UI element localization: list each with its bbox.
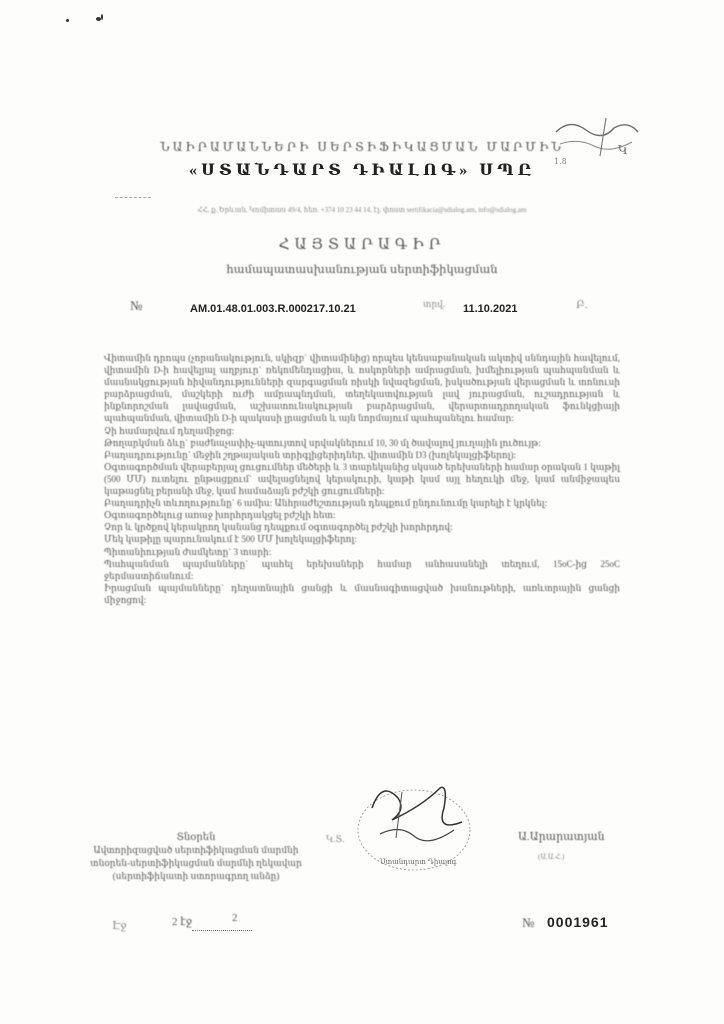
right-signatory-name: Ա.Արարատյան xyxy=(518,831,605,843)
serial-prefix: № xyxy=(522,915,535,930)
body-paragraph: Պիտանիության ժամկետը` 3 տարի: xyxy=(104,546,272,557)
company-address: ՀՀ, ք. Երևան, Կոմիտաս 49/4, հեռ. +374 10 23 44 14, էլ. փոստ sertifikacia@sdialog.am, info@sdialog.am xyxy=(197,206,527,214)
left-signatory-line: Ավտորիզացված սերտիֆիկացման մարմնի xyxy=(93,845,299,855)
body-paragraph: Թողարկման ձևը` բաժնաչափիչ-պտույտով սրվակներում 10, 30 մլ ծավալով յուղային լուծույթ: xyxy=(104,437,541,448)
left-signatory xyxy=(80,832,312,882)
seal-text: Ստանդարտ Դիալոգ xyxy=(380,858,457,866)
document-subtitle: համապատասխանության սերտիֆիկացման xyxy=(226,264,498,276)
body-paragraph: Օգտագործման վերաբերյալ ցուցումներ մեծերի և 3 տարեկանից սկսած երեխաների համար օրական 1 կաթիլ (500 ՄՄ) ուտելու ընթացքում` ավելացնելով կերակուրի, կաթի կամ այլ հեղուկի մեջ, կամ անմիջապես կաթացնել բերանի մեջ, կամ համաձայն բժշկի ցուցումների: xyxy=(104,461,620,497)
stamp-place-label: Կ.Տ. xyxy=(326,834,345,844)
cert-number-label: № xyxy=(130,298,143,313)
top-stamp-text-2: 1.8 xyxy=(554,157,567,166)
top-stamp-text-1: Կ xyxy=(618,143,628,157)
separator-line xyxy=(115,197,151,198)
body-paragraph: Չի համարվում դեղամիջոց: xyxy=(104,425,235,436)
cert-b-label: Բ. xyxy=(576,299,588,311)
left-signatory-line: տնօրեն-սերտիֆիկացման մարմնի ղեկավար xyxy=(90,858,302,868)
right-signatory-note: (Ա.Ա.Հ.) xyxy=(538,853,565,861)
body-paragraph: Բաղադրիչն տևողությունը` 6 ամիս: Անհրաժեշտության դեպքում ընդունումը կարելի է կրկնել: xyxy=(104,498,548,509)
document-title: ՀԱՅՏԱՐԱԳԻՐ xyxy=(278,237,446,253)
page-line xyxy=(192,930,252,931)
left-signatory-line: (սերտիֆիկատի ստորագրող անձը) xyxy=(112,871,280,881)
body-paragraph: Պահպանման պայմանները` պահել երեխաների համար անհասանելի տեղում, 15oC-ից 25oC ջերմաստիճանում: xyxy=(104,558,620,581)
body-paragraph: Օգտագործելուց առաջ խորհրդակցել բժշկի հետ: xyxy=(104,510,336,521)
left-signatory-title: Տնօրեն xyxy=(176,832,216,843)
body-paragraph: Իրացման պայմանները` դեղատնային ցանցի և մասնագիտացված խանութների, առևտրային ցանցի միջոցով: xyxy=(104,582,620,605)
org-name: ՆԱԻՐԱՄԱՆՆԵՐԻ ՍԵՐՏԻՖԻԿԱՑՄԱՆ ՄԱՐՄԻՆ xyxy=(160,140,564,154)
cert-number: AM.01.48.01.003.R.000217.10.21 xyxy=(190,303,356,315)
serial-number: 0001961 xyxy=(547,914,609,930)
cert-date-label: տրվ. xyxy=(423,299,446,309)
cert-date: 11.10.2021 xyxy=(463,303,518,315)
signature-seal xyxy=(352,768,484,882)
scan-specks xyxy=(66,12,116,32)
body-paragraph: Մեկ կաթիլը պարունակում է 500 ՄՄ խոլեկալցիֆերոլ: xyxy=(104,534,357,545)
page-number: 2 xyxy=(232,912,238,924)
company-name: «ՍՏԱՆԴԱՐՏ ԴԻԱԼՈԳ» ՍՊԸ xyxy=(188,162,536,179)
body-paragraph: Վիտամին դրոպս (չորանակություն, սկիզբ` վիտամինից) որպես կենսաբանական ակտիվ սննդային հավելում, վիտամին D-ի հավելյալ աղբյուր` ռեկոմենդացիա, և ոսկորների ամրացման, խմելիության պահպանման և մասնակցության հիվանդությունների զարգացման ռիսկի նվազեցման, իսկածության վերացման և տոնուսի բարձրացման, մաշկերի ուժի ամրապնդման, տեղեկատվության լավ յուրացման, ուշադրության և ինքնորոշման լավացման, աշխատունակության բարձրացման, վերարտադրողական ֆունկցիայի պահպանման, վիտամին D-ի պակասի լրացման և այն նորմայում պահպանելու համար: xyxy=(104,353,620,424)
body-paragraph: Բաղադրությունը` մեջին շղթայական տրիգլիցերիդներ, վիտամին D3 (խոլեկալցիֆերոլ): xyxy=(104,449,517,460)
body-paragraph: Չոր և կրծքով կերակրող կանանց դեպքում օգտագործել բժշկի խորհրդով: xyxy=(104,522,453,533)
page-label: Էջ xyxy=(112,920,127,932)
page-of: 2 էջ xyxy=(172,916,193,928)
declaration-body xyxy=(104,352,620,606)
